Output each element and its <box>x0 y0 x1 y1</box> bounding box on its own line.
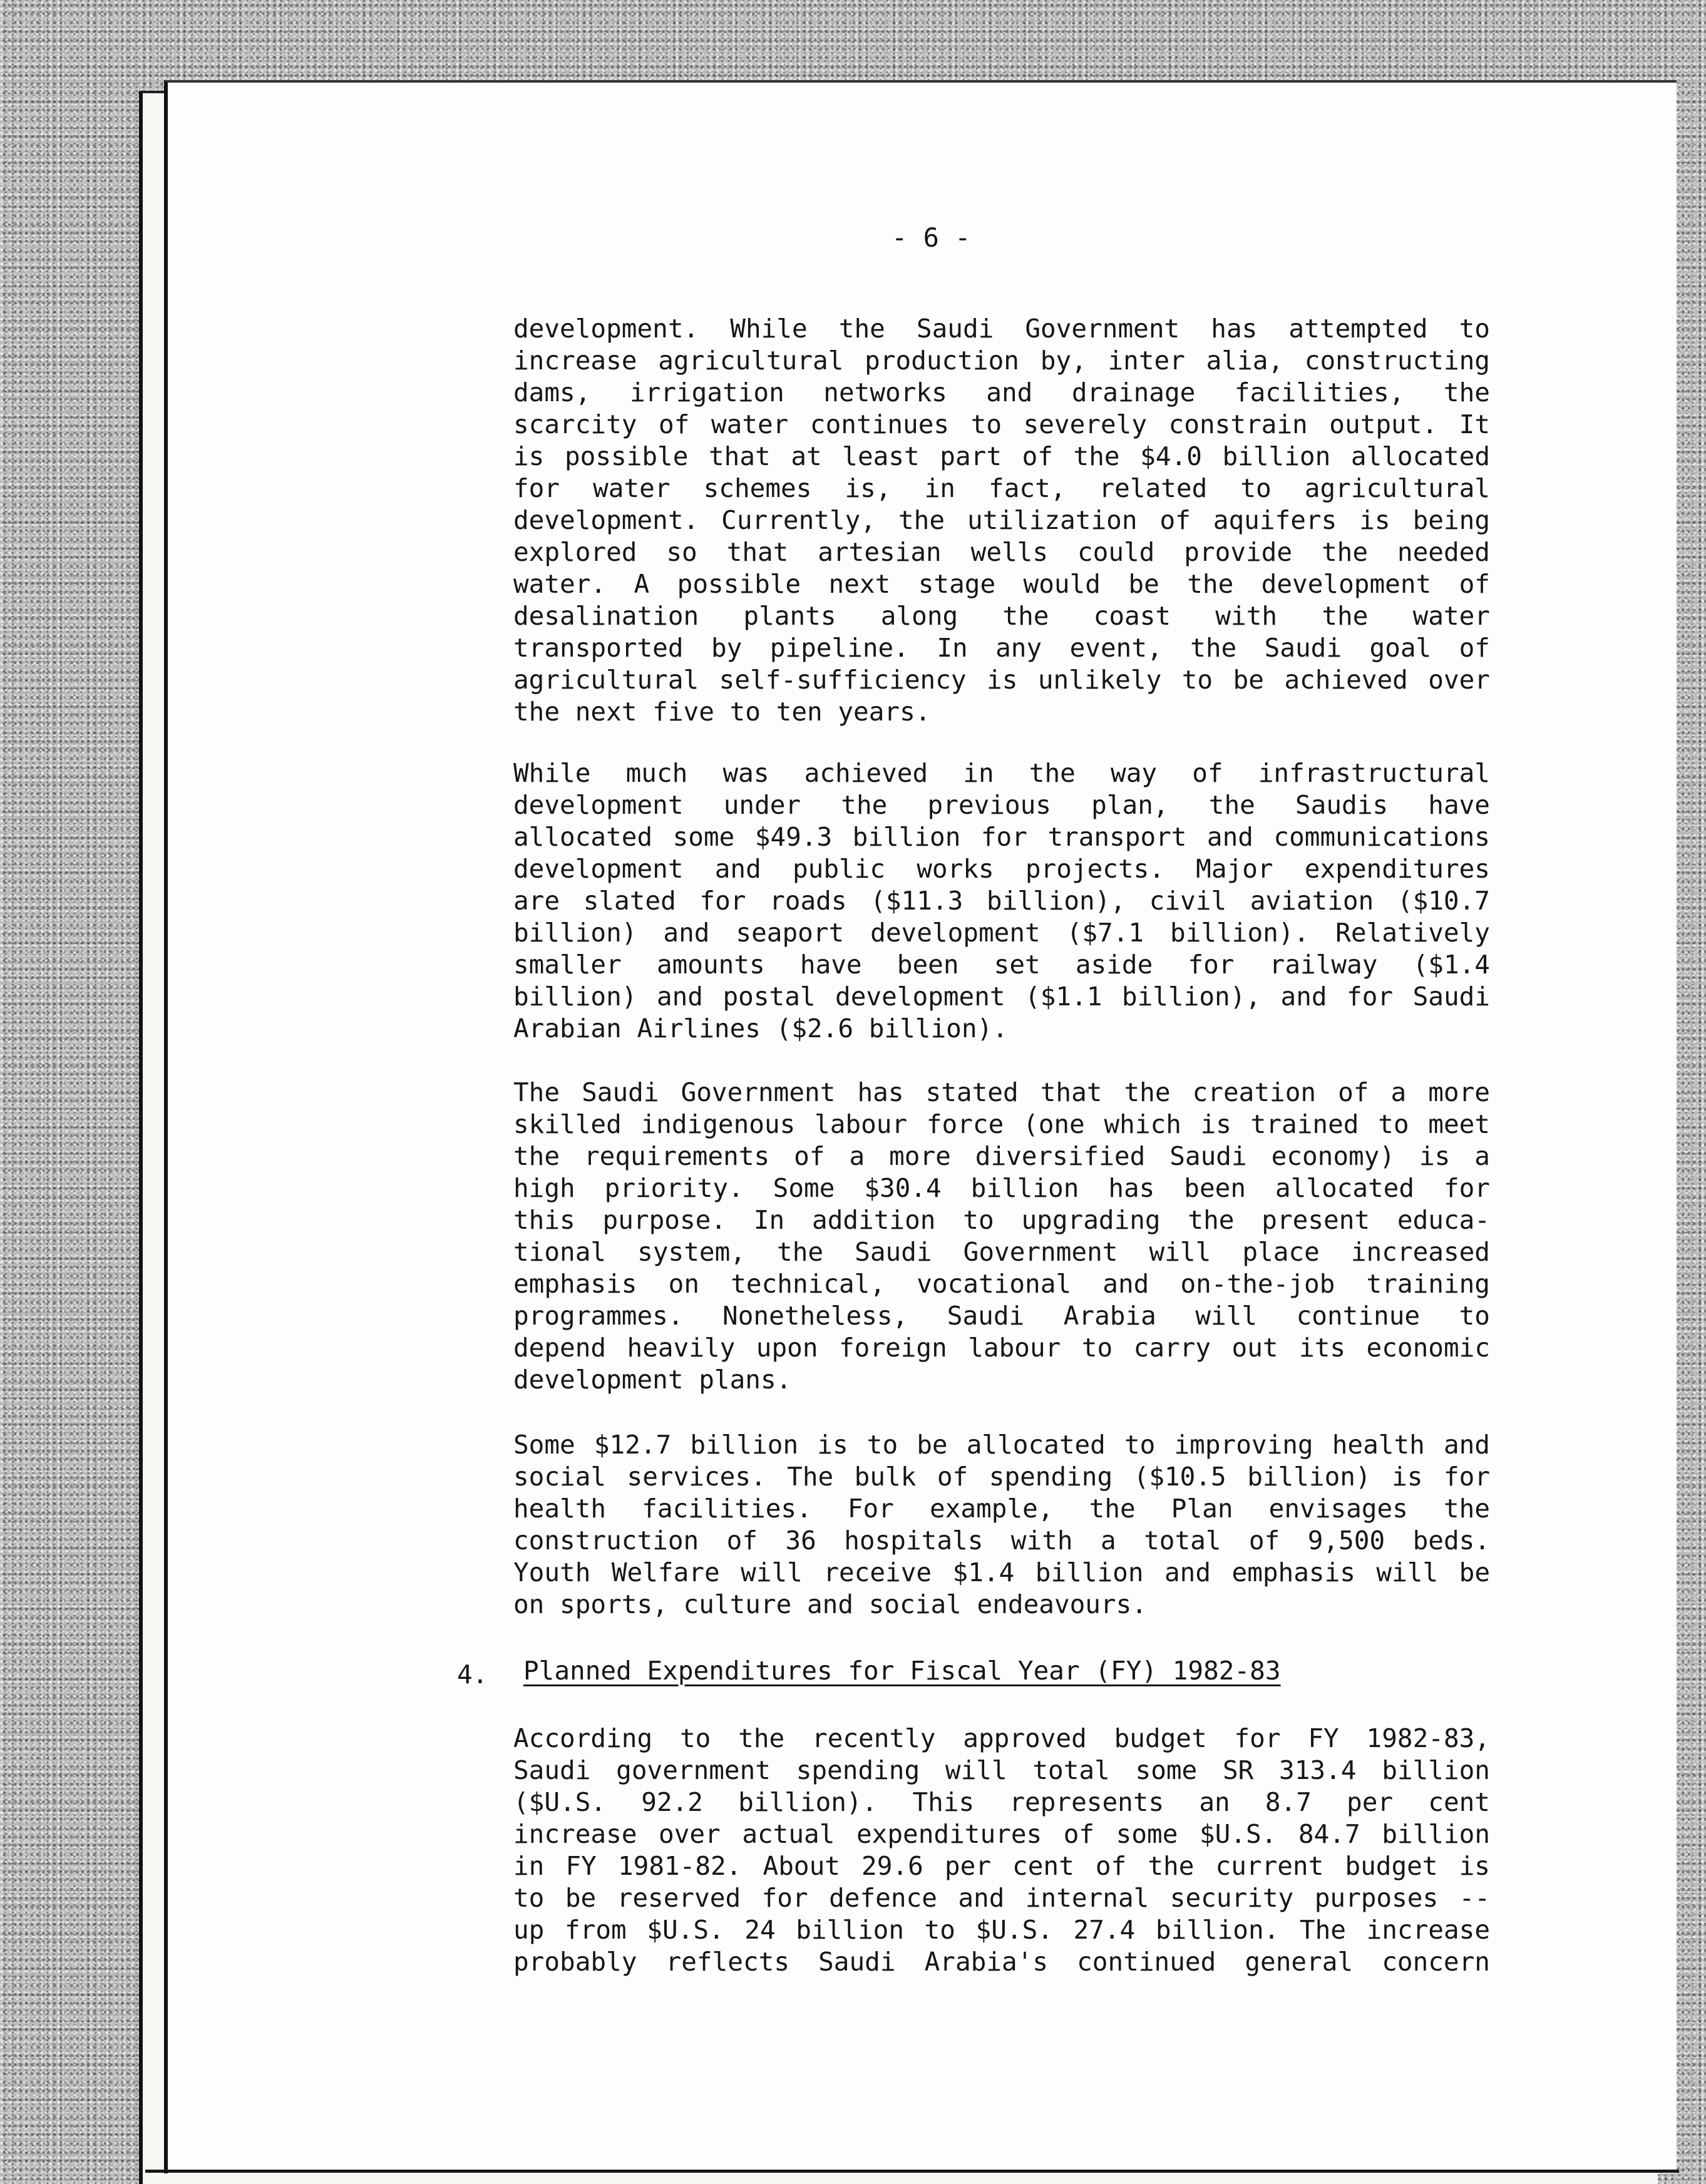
text-line: programmes. Nonetheless, Saudi Arabia will continue to <box>513 1301 1490 1331</box>
text-line: allocated some $49.3 billion for transport and communications <box>513 822 1490 852</box>
text-line: emphasis on technical, vocational and on-the-job training <box>513 1269 1490 1299</box>
text-line: probably reflects Saudi Arabia's continued general concern <box>513 1947 1490 1977</box>
text-line: smaller amounts have been set aside for railway ($1.4 <box>513 950 1490 980</box>
text-line: Saudi government spending will total some SR 313.4 billion <box>513 1755 1490 1785</box>
text-line: agricultural self-sufficiency is unlikely to be achieved over <box>513 665 1490 695</box>
text-line: to be reserved for defence and internal security purposes -- <box>513 1883 1490 1913</box>
text-line: billion) and seaport development ($7.1 billion). Relatively <box>513 918 1490 948</box>
text-line: depend heavily upon foreign labour to carry out its economic <box>513 1333 1490 1363</box>
text-line: social services. The bulk of spending ($10.5 billion) is for <box>513 1462 1490 1492</box>
text-line: health facilities. For example, the Plan envisages the <box>513 1494 1490 1524</box>
text-line: is possible that at least part of the $4.0 billion allocated <box>513 441 1490 471</box>
paragraph-labour <box>513 1077 1490 1396</box>
text-line: up from $U.S. 24 billion to $U.S. 27.4 billion. The increase <box>513 1915 1490 1945</box>
text-line: development and public works projects. Major expenditures <box>513 854 1490 884</box>
text-line: high priority. Some $30.4 billion has been allocated for <box>513 1173 1490 1203</box>
paragraph-budget <box>513 1723 1490 1978</box>
text-line: desalination plants along the coast with the water <box>513 601 1490 631</box>
text-line: Some $12.7 billion is to be allocated to improving health and <box>513 1430 1490 1460</box>
page-number: - 6 - <box>892 222 971 253</box>
text-line: tional system, the Saudi Government will place increased <box>513 1237 1490 1267</box>
text-line: development under the previous plan, the Saudis have <box>513 790 1490 820</box>
text-line: are slated for roads ($11.3 billion), civil aviation ($10.7 <box>513 886 1490 916</box>
paragraph-health <box>513 1429 1490 1621</box>
text-line: While much was achieved in the way of infrastructural <box>513 758 1490 788</box>
text-line: dams, irrigation networks and drainage facilities, the <box>513 377 1490 408</box>
text-line: in FY 1981-82. About 29.6 per cent of the current budget is <box>513 1851 1490 1881</box>
text-line: water. A possible next stage would be the development of <box>513 569 1490 599</box>
text-line: transported by pipeline. In any event, the Saudi goal of <box>513 633 1490 663</box>
section-heading: Planned Expenditures for Fiscal Year (FY) 1982-83 <box>523 1656 1281 1686</box>
text-line: explored so that artesian wells could provide the needed <box>513 537 1490 567</box>
text-line: increase over actual expenditures of some $U.S. 84.7 billion <box>513 1819 1490 1849</box>
text-line: billion) and postal development ($1.1 billion), and for Saudi <box>513 982 1490 1012</box>
page-bottom-edge <box>145 2170 1679 2173</box>
section-number: 4. <box>457 1659 488 1689</box>
text-line: on sports, culture and social endeavours. <box>513 1589 1148 1619</box>
text-line: development plans. <box>513 1365 792 1395</box>
paragraph-infrastructure <box>513 757 1490 1045</box>
text-line: skilled indigenous labour force (one which is trained to meet <box>513 1109 1490 1139</box>
text-line: this purpose. In addition to upgrading the present educa- <box>513 1205 1490 1235</box>
text-line: development. Currently, the utilization of aquifers is being <box>513 505 1490 535</box>
text-line: Youth Welfare will receive $1.4 billion and emphasis will be <box>513 1557 1490 1587</box>
text-line: development. While the Saudi Government has attempted to <box>513 314 1490 344</box>
text-line: for water schemes is, in fact, related to agricultural <box>513 473 1490 503</box>
paragraph-agriculture <box>513 313 1490 728</box>
text-line: The Saudi Government has stated that the creation of a more <box>513 1077 1490 1107</box>
text-line: increase agricultural production by, inter alia, constructing <box>513 346 1490 376</box>
text-line: scarcity of water continues to severely constrain output. It <box>513 409 1490 439</box>
text-line: ($U.S. 92.2 billion). This represents an 8.7 per cent <box>513 1787 1490 1817</box>
text-line: Arabian Airlines ($2.6 billion). <box>513 1013 1008 1043</box>
text-line: According to the recently approved budget for FY 1982-83, <box>513 1723 1490 1753</box>
text-line: the next five to ten years. <box>513 697 931 727</box>
text-line: construction of 36 hospitals with a total of 9,500 beds. <box>513 1525 1490 1556</box>
text-line: the requirements of a more diversified Saudi economy) is a <box>513 1141 1490 1171</box>
